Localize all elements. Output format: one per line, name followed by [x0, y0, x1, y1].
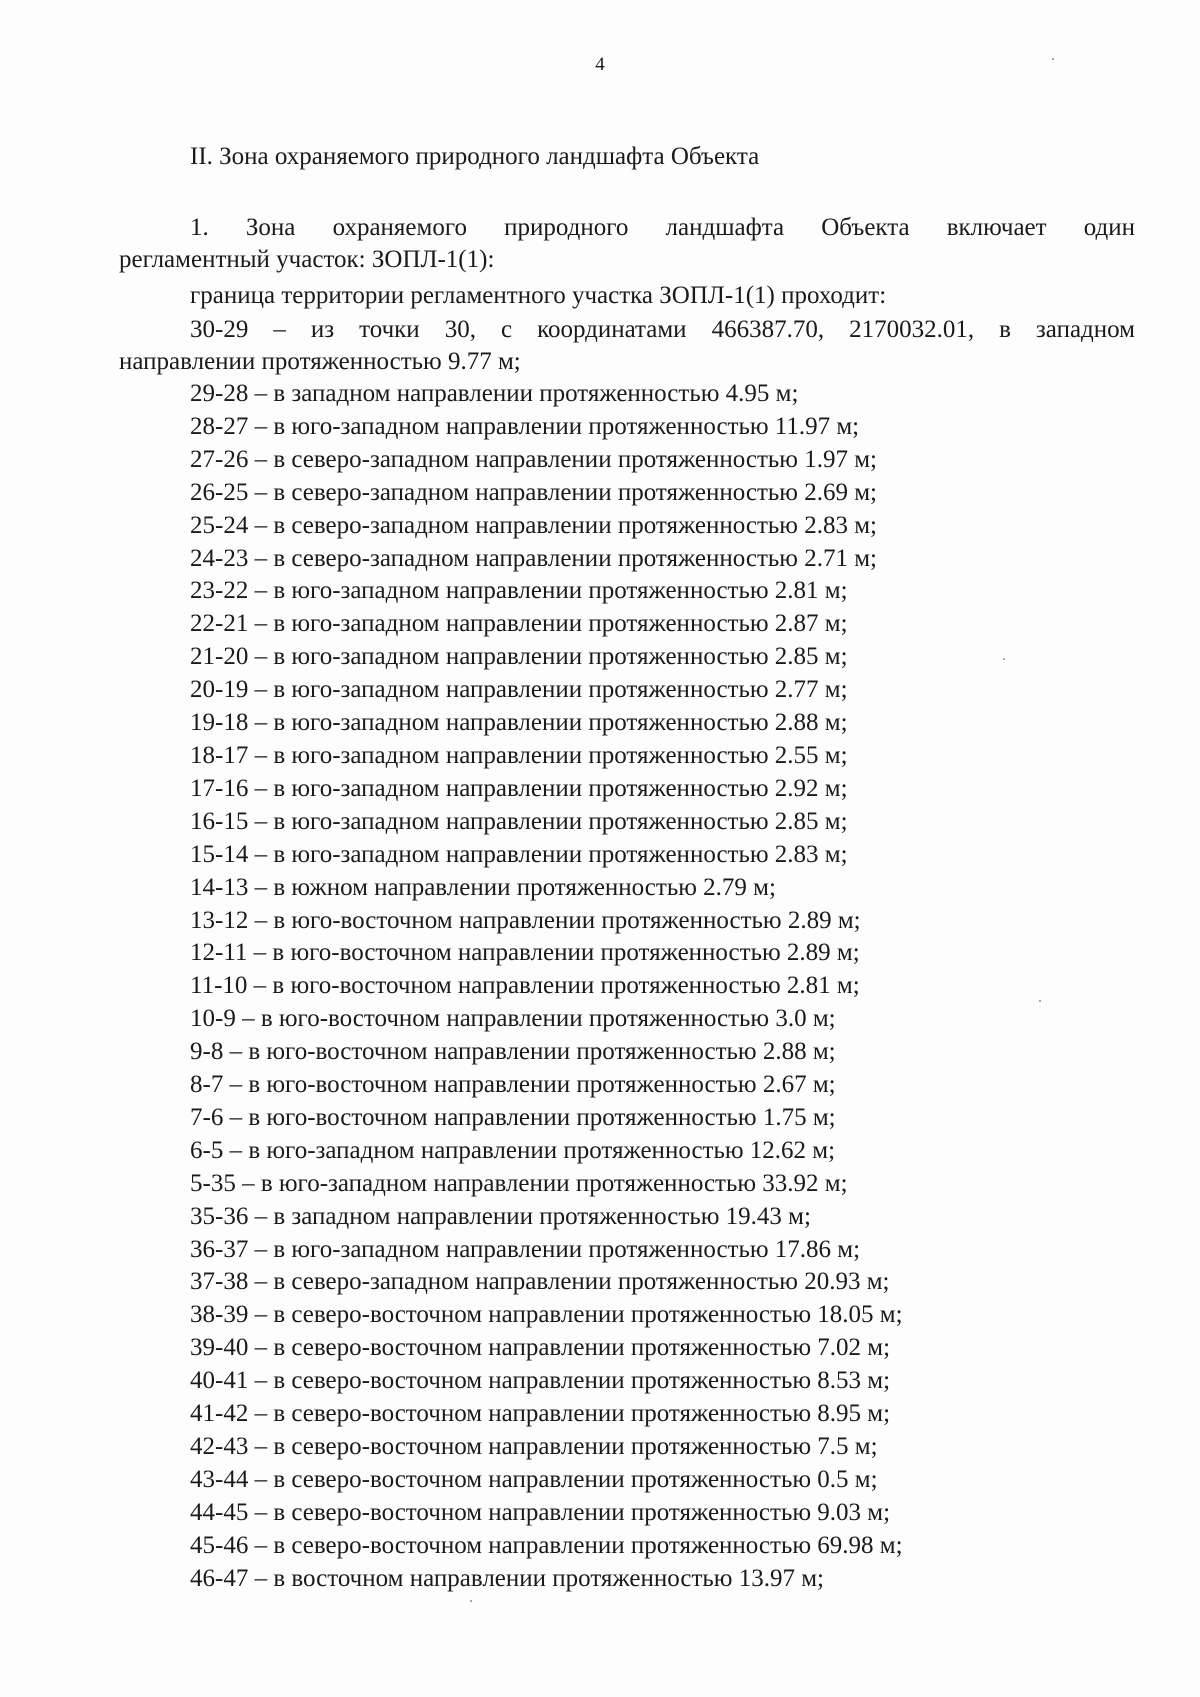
segment-item: 8-7 – в юго-восточном направлении протяженностью 2.67 м; — [190, 1071, 836, 1099]
segment-item: 24-23 – в северо-западном направлении протяженностью 2.71 м; — [190, 544, 877, 572]
segment-item: 13-12 – в юго-восточном направлении протяженностью 2.89 м; — [190, 906, 861, 934]
first-segment-line2: направлении протяженностью 9.77 м; — [119, 348, 521, 375]
segment-item: 14-13 – в южном направлении протяженностью 2.79 м; — [190, 873, 776, 901]
segment-item: 18-17 – в юго-западном направлении протяженностью 2.55 м; — [190, 741, 848, 769]
segment-item: 12-11 – в юго-восточном направлении протяженностью 2.89 м; — [190, 939, 860, 967]
segment-item: 37-38 – в северо-западном направлении протяженностью 20.93 м; — [190, 1268, 890, 1296]
scan-speck — [1052, 58, 1054, 60]
segment-item: 17-16 – в юго-западном направлении протяженностью 2.92 м; — [190, 774, 848, 802]
first-segment-line1: 30-29 – из точки 30, с координатами 466387.70, 2170032.01, в западном — [190, 316, 1135, 343]
segment-item: 11-10 – в юго-восточном направлении протяженностью 2.81 м; — [190, 972, 860, 1000]
boundary-intro: граница территории регламентного участка ЗОПЛ-1(1) проходит: — [190, 282, 887, 309]
scan-speck — [1039, 1000, 1041, 1002]
segment-item: 15-14 – в юго-западном направлении протяженностью 2.83 м; — [190, 840, 848, 868]
segment-item: 28-27 – в юго-западном направлении протяженностью 11.97 м; — [190, 412, 860, 440]
segment-item: 10-9 – в юго-восточном направлении протяженностью 3.0 м; — [190, 1005, 836, 1033]
page-number: 4 — [595, 54, 605, 75]
segment-item: 35-36 – в западном направлении протяженностью 19.43 м; — [190, 1202, 811, 1230]
segment-item: 45-46 – в северо-восточном направлении протяженностью 69.98 м; — [190, 1531, 903, 1559]
segment-item: 21-20 – в юго-западном направлении протяженностью 2.85 м; — [190, 643, 848, 671]
intro-continuation: регламентный участок: ЗОПЛ-1(1): — [119, 246, 495, 273]
intro-paragraph — [119, 212, 1135, 276]
segment-item: 16-15 – в юго-западном направлении протяженностью 2.85 м; — [190, 807, 848, 835]
segment-item: 9-8 – в юго-восточном направлении протяженностью 2.88 м; — [190, 1038, 836, 1066]
segment-item: 23-22 – в юго-западном направлении протяженностью 2.81 м; — [190, 577, 848, 605]
segment-item: 38-39 – в северо-восточном направлении протяженностью 18.05 м; — [190, 1301, 903, 1329]
segment-item: 42-43 – в северо-восточном направлении протяженностью 7.5 м; — [190, 1433, 878, 1460]
segment-item: 36-37 – в юго-западном направлении протяженностью 17.86 м; — [190, 1235, 861, 1263]
segment-item: 40-41 – в северо-восточном направлении протяженностью 8.53 м; — [190, 1367, 891, 1395]
segment-item: 39-40 – в северо-восточном направлении протяженностью 7.02 м; — [190, 1334, 891, 1362]
segment-item: 46-47 – в восточном направлении протяженностью 13.97 м; — [190, 1564, 824, 1592]
segment-item: 43-44 – в северо-восточном направлении протяженностью 0.5 м; — [190, 1465, 878, 1493]
scan-speck — [1003, 658, 1005, 660]
segment-item: 44-45 – в северо-восточном направлении протяженностью 9.03 м; — [190, 1498, 891, 1526]
segment-item: 29-28 – в западном направлении протяженностью 4.95 м; — [190, 380, 799, 407]
scan-speck — [470, 1600, 472, 1602]
segment-item: 41-42 – в северо-восточном направлении протяженностью 8.95 м; — [190, 1400, 891, 1428]
segment-item: 5-35 – в юго-западном направлении протяженностью 33.92 м; — [190, 1169, 848, 1197]
segment-item: 20-19 – в юго-западном направлении протяженностью 2.77 м; — [190, 676, 848, 704]
segment-item: 27-26 – в северо-западном направлении протяженностью 1.97 м; — [190, 445, 877, 473]
segment-item: 6-5 – в юго-западном направлении протяженностью 12.62 м; — [190, 1136, 836, 1164]
segment-item: 22-21 – в юго-западном направлении протяженностью 2.87 м; — [190, 610, 848, 638]
first-segment — [119, 314, 1135, 378]
segment-item: 26-25 – в северо-западном направлении протяженностью 2.69 м; — [190, 478, 877, 506]
section-title: II. Зона охраняемого природного ландшафта Объекта — [190, 143, 760, 170]
segment-item: 25-24 – в северо-западном направлении протяженностью 2.83 м; — [190, 511, 877, 539]
segment-item: 19-18 – в юго-западном направлении протяженностью 2.88 м; — [190, 709, 848, 737]
segment-item: 7-6 – в юго-восточном направлении протяженностью 1.75 м; — [190, 1103, 836, 1131]
segment-list — [190, 378, 903, 1596]
intro-first-line: 1. Зона охраняемого природного ландшафта Объекта включает один — [190, 214, 1135, 241]
